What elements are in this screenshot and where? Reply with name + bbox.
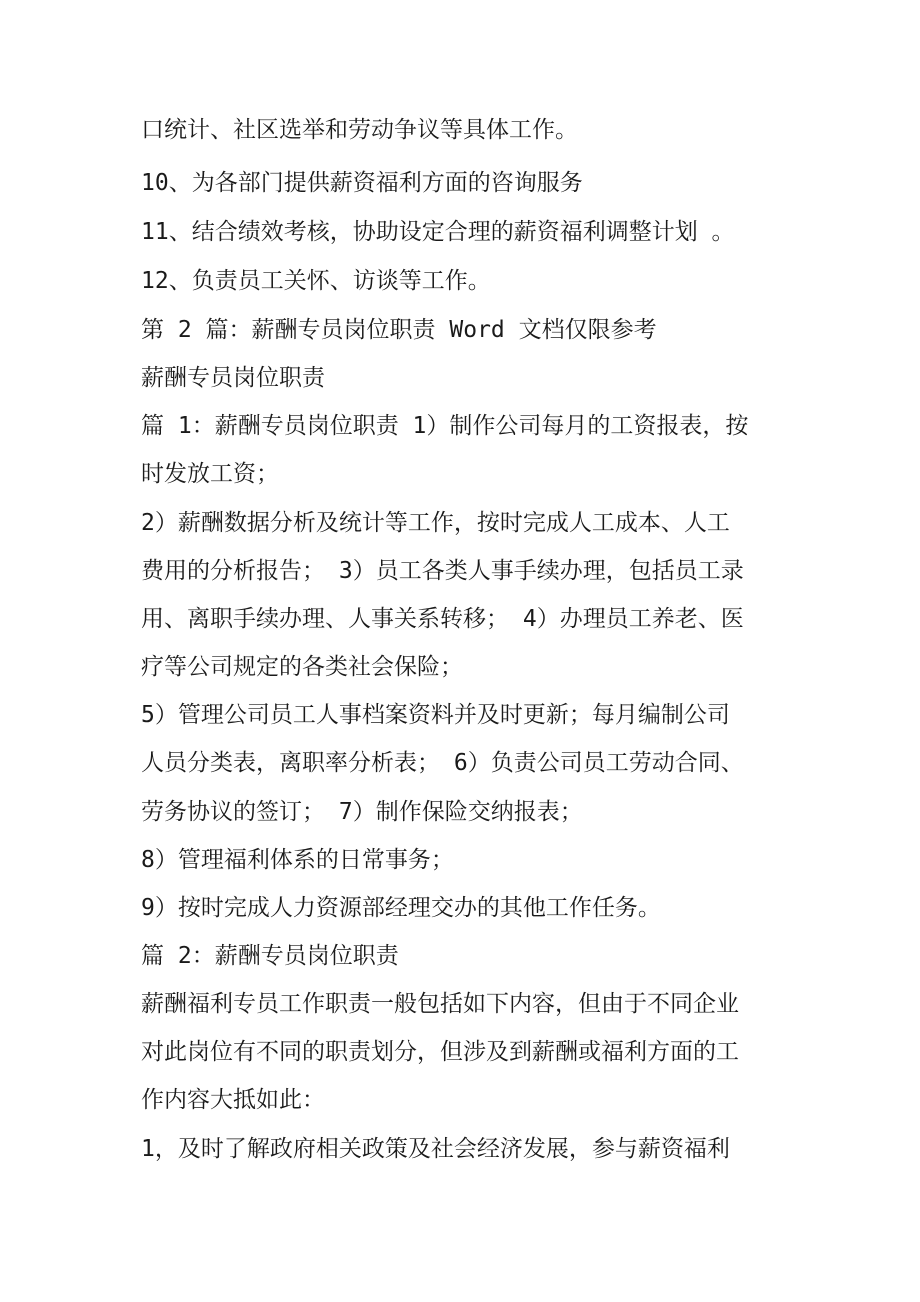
text-line: 劳务协议的签订； 7）制作保险交纳报表； xyxy=(141,799,583,825)
section-heading: 篇 2：薪酬专员岗位职责 xyxy=(141,943,399,969)
text-line: 费用的分析报告； 3）员工各类人事手续办理，包括员工录 xyxy=(141,558,744,584)
text-line: 口统计、社区选举和劳动争议等具体工作。 xyxy=(141,117,578,143)
text-line: 薪酬福利专员工作职责一般包括如下内容，但由于不同企业 xyxy=(141,991,739,1017)
text-line: 对此岗位有不同的职责划分，但涉及到薪酬或福利方面的工 xyxy=(141,1039,739,1065)
text-line: 2）薪酬数据分析及统计等工作，按时完成人工成本、人工 xyxy=(141,510,730,536)
text-line: 1，及时了解政府相关政策及社会经济发展，参与薪资福利 xyxy=(141,1136,730,1162)
text-line: 疗等公司规定的各类社会保险； xyxy=(141,654,463,680)
text-line: 12、负责员工关怀、访谈等工作。 xyxy=(141,268,491,294)
text-line: 时发放工资； xyxy=(141,461,279,487)
section-heading: 第 2 篇：薪酬专员岗位职责 Word 文档仅限参考 xyxy=(141,317,657,343)
section-title: 薪酬专员岗位职责 xyxy=(141,365,325,391)
text-line: 9）按时完成人力资源部经理交办的其他工作任务。 xyxy=(141,895,661,921)
text-line: 11、结合绩效考核，协助设定合理的薪资福利调整计划 。 xyxy=(141,219,735,245)
text-line: 篇 1：薪酬专员岗位职责 1）制作公司每月的工资报表，按 xyxy=(141,413,749,439)
text-line: 用、离职手续办理、人事关系转移； 4）办理员工养老、医 xyxy=(141,606,744,632)
text-line: 10、为各部门提供薪资福利方面的咨询服务 xyxy=(141,170,583,196)
text-line: 8）管理福利体系的日常事务； xyxy=(141,847,454,873)
text-line: 人员分类表，离职率分析表； 6）负责公司员工劳动合同、 xyxy=(141,750,744,776)
text-line: 作内容大抵如此： xyxy=(141,1087,325,1113)
text-line: 5）管理公司员工人事档案资料并及时更新；每月编制公司 xyxy=(141,702,730,728)
